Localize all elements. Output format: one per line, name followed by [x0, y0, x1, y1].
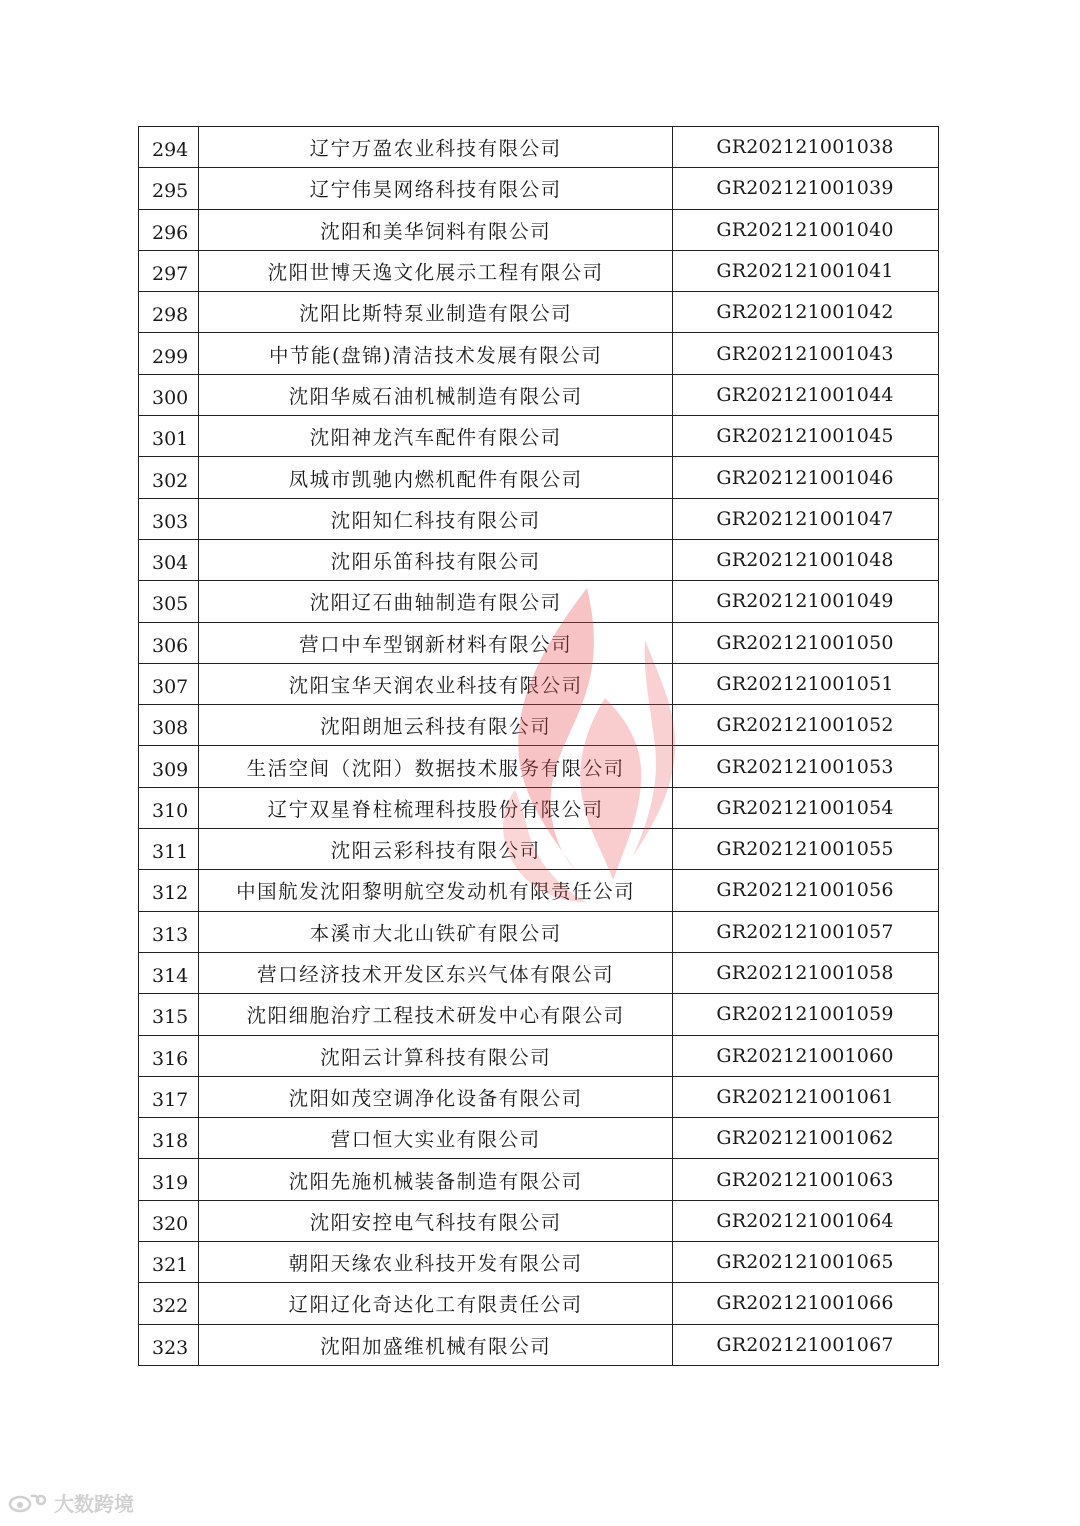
company-name-cell: 中节能(盘锦)清洁技术发展有限公司: [199, 333, 673, 374]
certificate-code-cell: GR202121001046: [672, 457, 938, 498]
table-row: [139, 746, 939, 787]
company-name-cell: 沈阳世博天逸文化展示工程有限公司: [199, 250, 673, 291]
table-row: [139, 829, 939, 870]
row-number-cell: 304: [139, 539, 199, 580]
certificate-code-cell: GR202121001052: [672, 705, 938, 746]
certificate-code-cell: GR202121001053: [672, 746, 938, 787]
company-name-cell: 辽宁万盈农业科技有限公司: [199, 127, 673, 168]
company-name-cell: 沈阳宝华天润农业科技有限公司: [199, 663, 673, 704]
certificate-code-cell: GR202121001062: [672, 1118, 938, 1159]
table-row: [139, 1159, 939, 1200]
company-name-cell: 沈阳细胞治疗工程技术研发中心有限公司: [199, 994, 673, 1035]
certificate-code-cell: GR202121001061: [672, 1076, 938, 1117]
company-name-cell: 沈阳知仁科技有限公司: [199, 498, 673, 539]
table-row: [139, 1035, 939, 1076]
row-number-cell: 315: [139, 994, 199, 1035]
row-number-cell: 317: [139, 1076, 199, 1117]
row-number-cell: 299: [139, 333, 199, 374]
table-row: [139, 1200, 939, 1241]
company-name-cell: 沈阳如茂空调净化设备有限公司: [199, 1076, 673, 1117]
certificate-code-cell: GR202121001040: [672, 209, 938, 250]
table-row: [139, 250, 939, 291]
row-number-cell: 318: [139, 1118, 199, 1159]
row-number-cell: 311: [139, 829, 199, 870]
row-number-cell: 310: [139, 787, 199, 828]
row-number-cell: 302: [139, 457, 199, 498]
certificate-code-cell: GR202121001054: [672, 787, 938, 828]
certificate-code-cell: GR202121001060: [672, 1035, 938, 1076]
row-number-cell: 305: [139, 581, 199, 622]
certificate-code-cell: GR202121001048: [672, 539, 938, 580]
certificate-code-cell: GR202121001066: [672, 1283, 938, 1324]
row-number-cell: 313: [139, 911, 199, 952]
table-row: [139, 952, 939, 993]
table-row: [139, 1324, 939, 1365]
company-name-cell: 辽宁伟昊网络科技有限公司: [199, 168, 673, 209]
company-name-cell: 沈阳加盛维机械有限公司: [199, 1324, 673, 1365]
row-number-cell: 312: [139, 870, 199, 911]
company-name-cell: 沈阳安控电气科技有限公司: [199, 1200, 673, 1241]
table-row: [139, 292, 939, 333]
table-row: [139, 127, 939, 168]
certificate-code-cell: GR202121001042: [672, 292, 938, 333]
company-name-cell: 沈阳比斯特泵业制造有限公司: [199, 292, 673, 333]
company-name-cell: 营口恒大实业有限公司: [199, 1118, 673, 1159]
row-number-cell: 307: [139, 663, 199, 704]
row-number-cell: 323: [139, 1324, 199, 1365]
row-number-cell: 297: [139, 250, 199, 291]
brand-watermark: [8, 1489, 134, 1515]
company-name-cell: 沈阳云计算科技有限公司: [199, 1035, 673, 1076]
table-row: [139, 1283, 939, 1324]
table-row: [139, 787, 939, 828]
row-number-cell: 300: [139, 374, 199, 415]
company-name-cell: 营口中车型钢新材料有限公司: [199, 622, 673, 663]
table-row: [139, 911, 939, 952]
table-row: [139, 374, 939, 415]
row-number-cell: 309: [139, 746, 199, 787]
company-name-cell: 沈阳朗旭云科技有限公司: [199, 705, 673, 746]
company-name-cell: 沈阳华威石油机械制造有限公司: [199, 374, 673, 415]
table-row: [139, 581, 939, 622]
table-row: [139, 870, 939, 911]
certificate-code-cell: GR202121001057: [672, 911, 938, 952]
certificate-code-cell: GR202121001056: [672, 870, 938, 911]
certificate-code-cell: GR202121001058: [672, 952, 938, 993]
company-name-cell: 生活空间（沈阳）数据技术服务有限公司: [199, 746, 673, 787]
certificate-code-cell: GR202121001043: [672, 333, 938, 374]
certificate-code-cell: GR202121001051: [672, 663, 938, 704]
table-row: [139, 333, 939, 374]
row-number-cell: 320: [139, 1200, 199, 1241]
table-row: [139, 498, 939, 539]
company-name-cell: 营口经济技术开发区东兴气体有限公司: [199, 952, 673, 993]
company-name-cell: 中国航发沈阳黎明航空发动机有限责任公司: [199, 870, 673, 911]
certificate-code-cell: GR202121001049: [672, 581, 938, 622]
company-name-cell: 沈阳云彩科技有限公司: [199, 829, 673, 870]
row-number-cell: 295: [139, 168, 199, 209]
certificate-code-cell: GR202121001050: [672, 622, 938, 663]
company-name-cell: 朝阳天缘农业科技开发有限公司: [199, 1242, 673, 1283]
table-row: [139, 994, 939, 1035]
company-name-cell: 沈阳神龙汽车配件有限公司: [199, 416, 673, 457]
row-number-cell: 314: [139, 952, 199, 993]
row-number-cell: 303: [139, 498, 199, 539]
certificate-code-cell: GR202121001038: [672, 127, 938, 168]
table-row: [139, 457, 939, 498]
row-number-cell: 294: [139, 127, 199, 168]
brand-label: 大数跨境: [54, 1491, 134, 1516]
row-number-cell: 296: [139, 209, 199, 250]
table-body: [139, 127, 939, 1366]
company-name-cell: 本溪市大北山铁矿有限公司: [199, 911, 673, 952]
table-row: [139, 1242, 939, 1283]
row-number-cell: 321: [139, 1242, 199, 1283]
row-number-cell: 306: [139, 622, 199, 663]
company-name-cell: 沈阳辽石曲轴制造有限公司: [199, 581, 673, 622]
certificate-code-cell: GR202121001063: [672, 1159, 938, 1200]
certificate-code-cell: GR202121001047: [672, 498, 938, 539]
certificate-code-cell: GR202121001045: [672, 416, 938, 457]
table-row: [139, 622, 939, 663]
table-row: [139, 539, 939, 580]
certificate-code-cell: GR202121001055: [672, 829, 938, 870]
table-row: [139, 416, 939, 457]
weibo-icon: [8, 1490, 48, 1514]
row-number-cell: 322: [139, 1283, 199, 1324]
certificate-code-cell: GR202121001059: [672, 994, 938, 1035]
row-number-cell: 308: [139, 705, 199, 746]
row-number-cell: 301: [139, 416, 199, 457]
table-row: [139, 209, 939, 250]
company-name-cell: 辽宁双星脊柱梳理科技股份有限公司: [199, 787, 673, 828]
certificate-code-cell: GR202121001041: [672, 250, 938, 291]
certificate-code-cell: GR202121001044: [672, 374, 938, 415]
table-row: [139, 663, 939, 704]
certificate-code-cell: GR202121001067: [672, 1324, 938, 1365]
certificate-code-cell: GR202121001065: [672, 1242, 938, 1283]
table-row: [139, 1118, 939, 1159]
company-name-cell: 凤城市凯驰内燃机配件有限公司: [199, 457, 673, 498]
table-row: [139, 705, 939, 746]
row-number-cell: 316: [139, 1035, 199, 1076]
table-row: [139, 168, 939, 209]
company-name-cell: 辽阳辽化奇达化工有限责任公司: [199, 1283, 673, 1324]
company-name-cell: 沈阳和美华饲料有限公司: [199, 209, 673, 250]
row-number-cell: 319: [139, 1159, 199, 1200]
company-list-table: [138, 126, 939, 1366]
table-row: [139, 1076, 939, 1117]
company-name-cell: 沈阳先施机械装备制造有限公司: [199, 1159, 673, 1200]
certificate-code-cell: GR202121001064: [672, 1200, 938, 1241]
certificate-code-cell: GR202121001039: [672, 168, 938, 209]
company-name-cell: 沈阳乐笛科技有限公司: [199, 539, 673, 580]
row-number-cell: 298: [139, 292, 199, 333]
